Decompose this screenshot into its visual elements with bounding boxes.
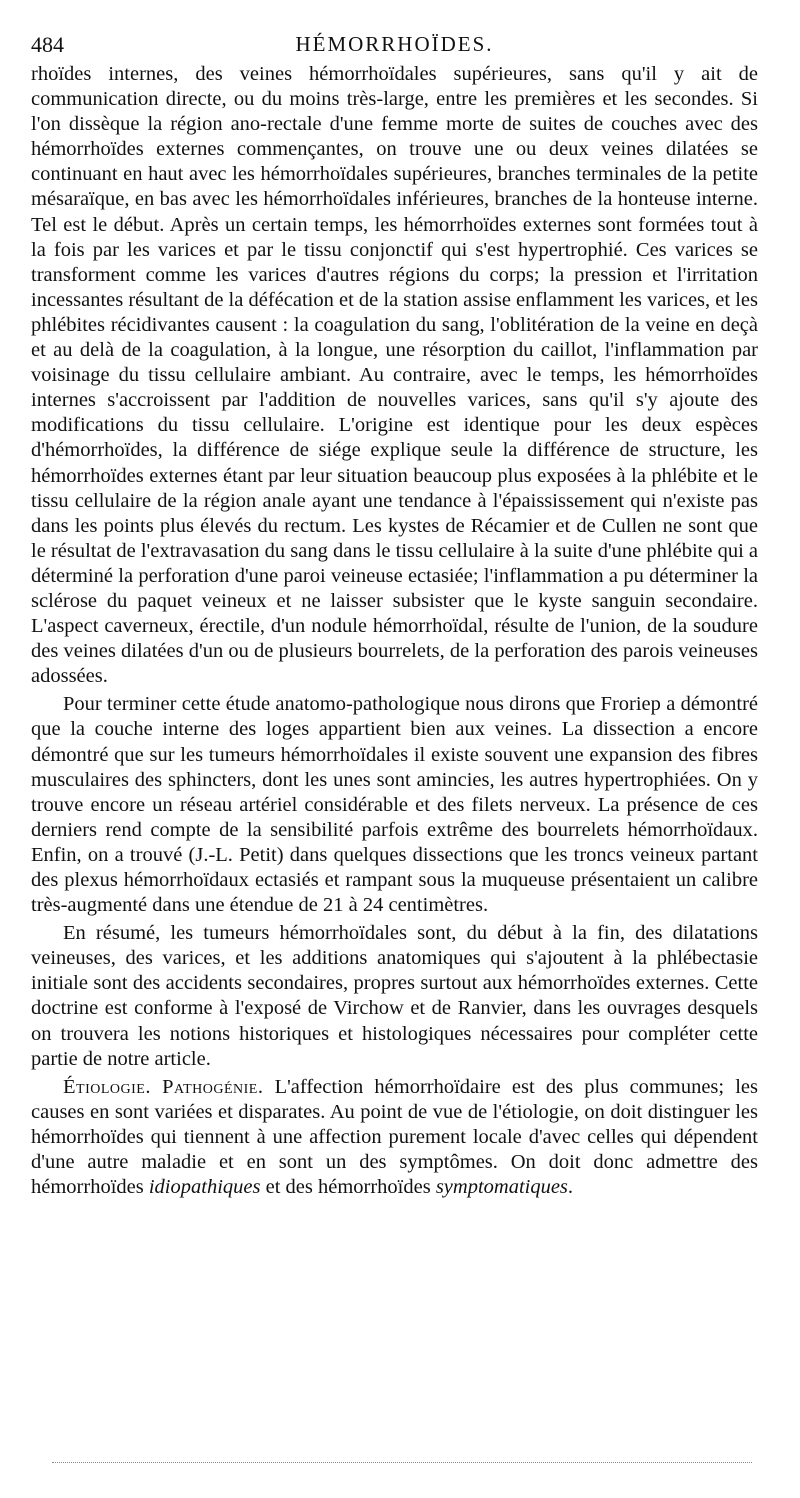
section-heading-pathogenie: Pathogénie. bbox=[162, 1075, 264, 1098]
term-idiopathiques: idiopathiques bbox=[148, 1176, 261, 1199]
page-number: 484 bbox=[31, 32, 64, 57]
etiology-text-1: L'affection hémorrhoïdaire est des plus communes; les causes en sont variées et disparates. Au point de vue de l'étiologie, on doit distinguer les hémorrhoïdes qui tiennent à une affection purement locale d'avec celles qui dépendent d'une autre maladie et en sont un des symptômes. On doit donc admettre des hémorrhoïdes bbox=[31, 1075, 759, 1199]
etiology-text-2: et des hémorrhoïdes bbox=[260, 1176, 436, 1199]
paragraph-resume: En résumé, les tumeurs hémorrhoïdales sont, du début à la fin, des dilatations veineuses, des varices, et les additions anatomiques qui s'ajoutent à la phlébectasie initiale sont des accidents secondaires, propres surtout aux hémorrhoïdes externes. Cette doctrine est conforme à l'exposé de Virchow et de Ranvier, dans les ouvrages desquels on trouvera les notions historiques et histologiques nécessaires pour compléter cette partie de notre article. bbox=[31, 922, 758, 1070]
page-header bbox=[31, 28, 758, 58]
paragraph-continuation: rhoïdes internes, des veines hémorrhoïdales supérieures, sans qu'il y ait de communication directe, ou du moins très-large, entre les premières et les secondes. Si l'on dissèque la région ano-rectale d'une femme morte de suites de couches avec des hémorrhoïdes externes commençantes, on trouve une ou deux veines dilatées se continuant en haut avec les hémorrhoïdales supérieures, branches terminales de la petite mésaraïque, en bas avec les hémorrhoïdales inférieures, branches de la honteuse interne. Tel est le début. Après un certain temps, les hémorrhoïdes externes sont formées tout à la fois par les varices et par le tissu conjonctif qui s'est hypertrophié. Ces varices se transforment comme les varices d'autres régions du corps; la pression et l'irritation incessantes résultant de la défécation et de la station assise enflamment les varices, et les phlébites récidivantes causent : la coagulation du sang, l'oblitération de la veine en deçà et au delà de la coagulation, à la longue, une résorption du caillot, l'inflammation par voisinage du tissu cellulaire ambiant. Au contraire, avec le temps, les hémorrhoïdes internes s'accroissent par l'addition de nouvelles varices, sans qu'il s'y ajoute des modifications du tissu cellulaire. L'origine est identique pour les deux espèces d'hémorrhoïdes, la différence de siége explique seule la différence de structure, les hémorrhoïdes externes étant par leur situation beaucoup plus exposées à la phlébite et le tissu cellulaire de la région anale ayant une tendance à l'épaississement qui n'existe pas dans les points plus élevés du rectum. Les kystes de Récamier et de Cullen ne sont que le résultat de l'extravasation du sang dans le tissu cellulaire à la suite d'une phlébite qui a déterminé la perforation d'une paroi veineuse ectasiée; l'inflammation a pu déterminer la sclérose du paquet veineux et ne laisser subsister que le kyste sanguin secondaire. L'aspect caverneux, érectile, d'un nodule hémorrhoïdal, résulte de l'union, de la soudure des veines dilatées d'un ou de plusieurs bourrelets, de la perforation des parois veineuses adossées. bbox=[31, 63, 758, 688]
body-text bbox=[31, 62, 758, 1203]
paragraph-etiology bbox=[31, 1075, 758, 1200]
etiology-text-3: . bbox=[567, 1176, 574, 1199]
running-title: HÉMORRHOÏDES. bbox=[295, 32, 494, 56]
term-symptomatiques: symptomatiques bbox=[435, 1176, 568, 1199]
paragraph-froriep: Pour terminer cette étude anatomo-pathologique nous dirons que Froriep a démontré que la couche interne des loges appartient bien aux veines. La dissection a encore démontré que sur les tumeurs hémorrhoïdales il existe souvent une expansion des fibres musculaires des sphincters, dont les unes sont amincies, les autres hypertrophiées. On y trouve encore un réseau artériel considérable et des filets nerveux. La présence de ces derniers rend compte de la sensibilité parfois extrême des bourrelets hémorrhoïdaux. Enfin, on a trouvé (J.-L. Petit) dans quelques dissections que les troncs veineux partant des plexus hémorrhoïdaux ectasiés et rampant sous la muqueuse présentaient un calibre très-augmenté dans une étendue de 21 à 24 centimètres. bbox=[31, 693, 758, 917]
footer-rule bbox=[52, 1462, 752, 1463]
section-heading-etiologie: Étiologie. bbox=[63, 1075, 151, 1098]
